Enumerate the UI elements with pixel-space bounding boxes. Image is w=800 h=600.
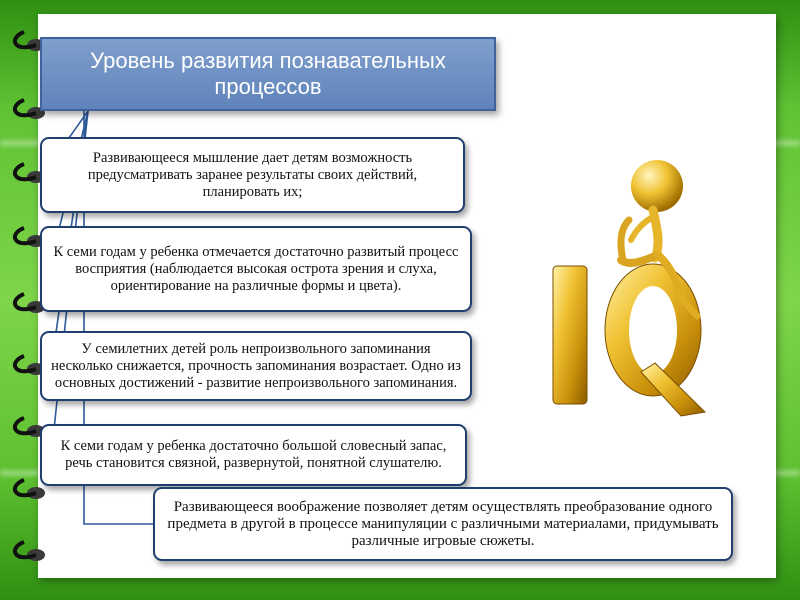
card-perception: К семи годам у ребенка отмечается достаточно развитый процесс восприятия (наблюдается высокая острота зрения и слуха, ориентирование на различные формы и цвета).	[40, 226, 472, 312]
card-imagination: Развивающееся воображение позволяет детям осуществлять преобразование одного предмета в другой в процессе манипуляции с различными материалами, придумывать различные игровые сюжеты.	[153, 487, 733, 561]
card-speech: К семи годам у ребенка достаточно большой словесный запас, речь становится связной, развернутой, понятной слушателю.	[40, 424, 467, 486]
slide-title: Уровень развития познавательных процессов	[40, 37, 496, 111]
card-memory: У семилетних детей роль непроизвольного запоминания несколько снижается, прочность запоминания возрастает. Одно из основных достижений - развитие непроизвольного запоминания.	[40, 331, 472, 401]
iq-figure-icon	[545, 158, 715, 418]
binder-ring-icon	[6, 538, 54, 568]
card-thinking: Развивающееся мышление дает детям возможность предусматривать заранее результаты своих действий, планировать их;	[40, 137, 465, 213]
